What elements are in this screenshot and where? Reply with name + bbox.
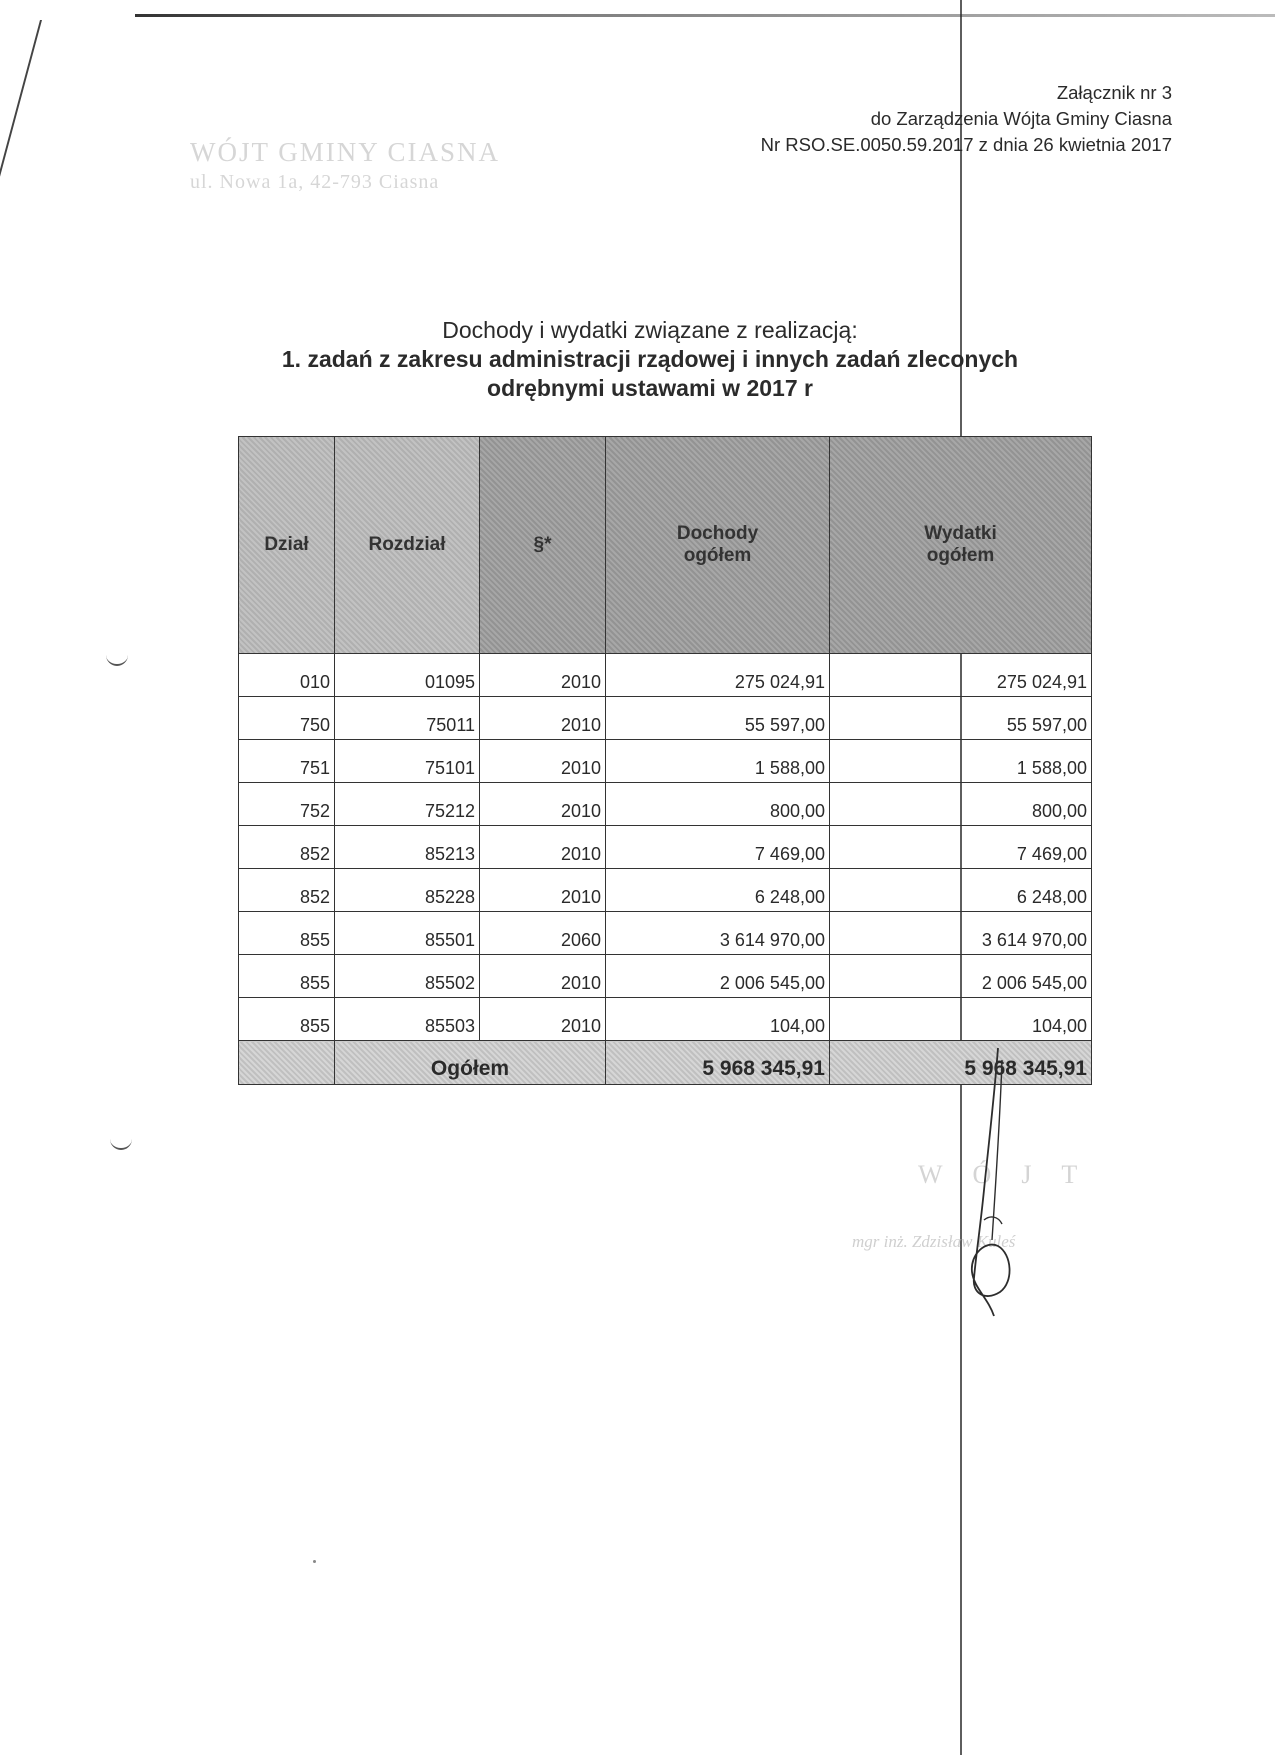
header-dzial: Dział (239, 437, 335, 654)
cell-paragraf: 2010 (480, 654, 606, 697)
title-line-3: odrębnymi ustawami w 2017 r (487, 375, 813, 401)
table-row (239, 826, 1092, 869)
header-rozdzial: Rozdział (335, 437, 480, 654)
reference-line-3: Nr RSO.SE.0050.59.2017 z dnia 26 kwietnia 2017 (760, 134, 1172, 155)
header-paragraf: §* (480, 437, 606, 654)
cell-paragraf: 2010 (480, 869, 606, 912)
cell-wydatki: 6 248,00 (830, 869, 1092, 912)
scan-edge-left (0, 20, 42, 290)
reference-line-2: do Zarządzenia Wójta Gminy Ciasna (870, 108, 1172, 129)
table-row (239, 912, 1092, 955)
cell-dochody: 3 614 970,00 (606, 912, 830, 955)
cell-wydatki: 55 597,00 (830, 697, 1092, 740)
cell-dzial: 751 (239, 740, 335, 783)
cell-paragraf: 2010 (480, 783, 606, 826)
total-dochody: 5 968 345,91 (606, 1041, 830, 1085)
cell-rozdzial: 85503 (335, 998, 480, 1041)
cell-wydatki: 275 024,91 (830, 654, 1092, 697)
scan-edge-top (135, 14, 1275, 17)
cell-wydatki: 1 588,00 (830, 740, 1092, 783)
cell-rozdzial: 85502 (335, 955, 480, 998)
cell-dochody: 275 024,91 (606, 654, 830, 697)
cell-dochody: 1 588,00 (606, 740, 830, 783)
cell-paragraf: 2010 (480, 826, 606, 869)
cell-dochody: 800,00 (606, 783, 830, 826)
cell-dzial: 010 (239, 654, 335, 697)
header-dochody (606, 437, 830, 654)
signature-stamp-title: WÓJT (918, 1160, 1108, 1189)
cell-wydatki: 2 006 545,00 (830, 955, 1092, 998)
scan-speck (313, 1560, 316, 1563)
cell-dzial: 752 (239, 783, 335, 826)
punch-hole-mark (110, 1136, 132, 1150)
cell-wydatki: 7 469,00 (830, 826, 1092, 869)
signature-stamp-name: mgr inż. Zdzisław Kuleś (852, 1232, 1016, 1251)
cell-paragraf: 2010 (480, 955, 606, 998)
table-row (239, 740, 1092, 783)
table-header-row (239, 437, 1092, 654)
cell-dochody: 2 006 545,00 (606, 955, 830, 998)
header-wydatki-line-2: ogółem (926, 545, 995, 566)
cell-rozdzial: 01095 (335, 654, 480, 697)
punch-hole-mark (106, 652, 128, 666)
cell-dzial: 855 (239, 912, 335, 955)
cell-wydatki: 800,00 (830, 783, 1092, 826)
office-stamp (190, 136, 500, 195)
document-title (200, 316, 1100, 403)
budget-table (238, 436, 1092, 1085)
cell-dzial: 750 (239, 697, 335, 740)
cell-dochody: 7 469,00 (606, 826, 830, 869)
cell-paragraf: 2010 (480, 740, 606, 783)
table-row (239, 783, 1092, 826)
cell-paragraf: 2010 (480, 998, 606, 1041)
cell-rozdzial: 85501 (335, 912, 480, 955)
cell-dzial: 852 (239, 869, 335, 912)
total-label: Ogółem (335, 1041, 606, 1085)
total-wydatki: 5 968 345,91 (830, 1041, 1092, 1085)
total-blank-cell (239, 1041, 335, 1085)
cell-paragraf: 2010 (480, 697, 606, 740)
table-row (239, 869, 1092, 912)
title-line-1: Dochody i wydatki związane z realizacją: (442, 317, 858, 343)
cell-dzial: 855 (239, 998, 335, 1041)
cell-rozdzial: 85228 (335, 869, 480, 912)
attachment-reference (761, 80, 1172, 158)
cell-rozdzial: 75212 (335, 783, 480, 826)
cell-rozdzial: 75011 (335, 697, 480, 740)
cell-rozdzial: 75101 (335, 740, 480, 783)
cell-paragraf: 2060 (480, 912, 606, 955)
handwritten-signature (940, 1040, 1050, 1320)
reference-line-1: Załącznik nr 3 (1056, 82, 1172, 103)
title-line-2: 1. zadań z zakresu administracji rządowej i innych zadań zleconych (281, 346, 1019, 372)
cell-dochody: 104,00 (606, 998, 830, 1041)
cell-dochody: 55 597,00 (606, 697, 830, 740)
header-wydatki (830, 437, 1092, 654)
header-dochody-line-1: Dochody (676, 523, 759, 544)
cell-dzial: 855 (239, 955, 335, 998)
stamp-line-2: ul. Nowa 1a, 42-793 Ciasna (190, 170, 440, 193)
table-row (239, 998, 1092, 1041)
cell-wydatki: 3 614 970,00 (830, 912, 1092, 955)
table-row (239, 654, 1092, 697)
cell-rozdzial: 85213 (335, 826, 480, 869)
table-row (239, 697, 1092, 740)
header-wydatki-line-1: Wydatki (924, 523, 997, 544)
table-row (239, 955, 1092, 998)
stamp-line-1: WÓJT GMINY CIASNA (190, 137, 500, 167)
cell-dzial: 852 (239, 826, 335, 869)
cell-dochody: 6 248,00 (606, 869, 830, 912)
cell-wydatki: 104,00 (830, 998, 1092, 1041)
header-dochody-line-2: ogółem (683, 545, 752, 566)
